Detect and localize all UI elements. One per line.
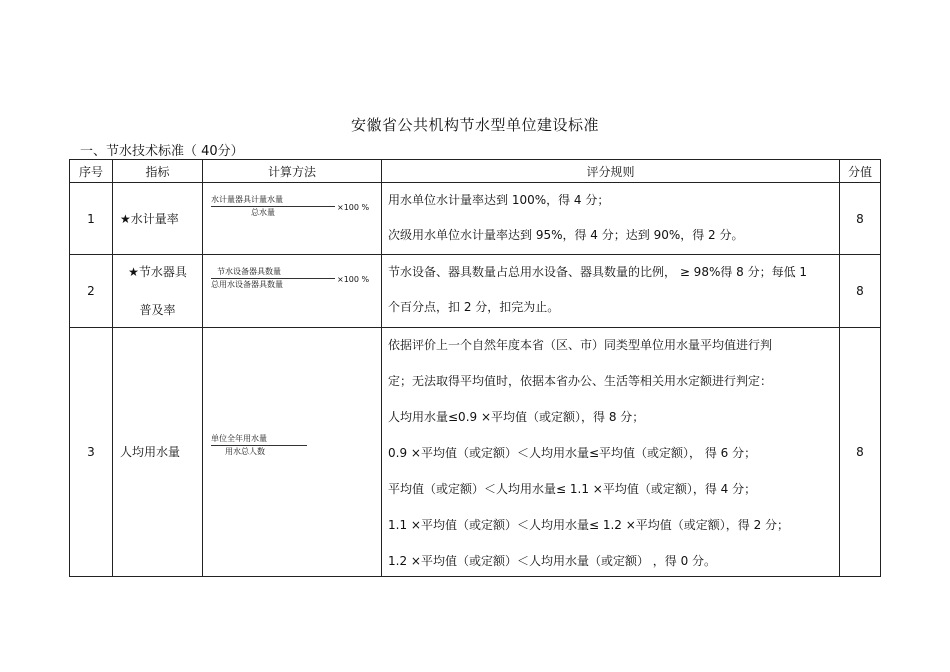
fraction-bar [211,278,335,279]
formula-fraction [211,267,335,290]
rule-line: 0.9 ×平均值（或定额）＜人均用水量≤平均值（或定额）， 得 6 分； [388,446,757,460]
rule-line: 个百分点，扣 2 分，扣完为止。 [388,300,560,314]
formula-cell [203,255,382,328]
row-number: 2 [70,255,113,328]
formula-numerator: 节水设备器具数量 [217,267,281,276]
formula-fraction [211,434,307,457]
table-row [70,183,881,255]
section-heading: 一、节水技术标准（ 40分） [80,144,244,159]
indicator-label: 普及率 [139,303,176,317]
formula-cell [203,328,382,577]
rule-line: 人均用水量≤0.9 ×平均值（或定额），得 8 分； [388,410,645,424]
formula-cell [203,183,382,255]
rule-line: 用水单位水计量率达到 100%，得 4 分； [388,193,610,207]
table-header-row [70,160,881,183]
rules-cell [382,328,840,577]
header-rules: 评分规则 [382,160,840,183]
formula-multiplier: ×100 % [337,203,370,212]
indicator-label: 人均用水量 [120,445,181,459]
table-row [70,255,881,328]
formula-multiplier: ×100 % [337,275,370,284]
score-cell: 8 [840,255,881,328]
fraction-bar [211,445,307,446]
header-method: 计算方法 [203,160,382,183]
formula-numerator: 水计量器具计量水量 [211,195,283,204]
rule-line: 次级用水单位水计量率达到 95%，得 4 分；达到 90%，得 2 分。 [388,228,744,242]
fraction-bar [211,206,335,207]
rule-line: 依据评价上一个自然年度本省（区、市）同类型单位用水量平均值进行判 [388,338,773,352]
document-title: 安徽省公共机构节水型单位建设标准 [350,116,599,134]
rule-line: 节水设备、器具数量占总用水设备、器具数量的比例， ≥ 98%得 8 分；每低 1 [388,265,808,279]
table-row [70,328,881,577]
row-number: 1 [70,183,113,255]
indicator-cell [113,328,203,577]
rules-cell [382,255,840,328]
standards-table [69,159,881,577]
formula-numerator: 单位全年用水量 [211,434,267,443]
score-cell: 8 [840,328,881,577]
indicator-cell [113,183,203,255]
formula-fraction [211,195,335,218]
header-score: 分值 [840,160,881,183]
formula-denominator: 总水量 [251,208,275,217]
score-cell: 8 [840,183,881,255]
header-indicator: 指标 [113,160,203,183]
rule-line: 1.1 ×平均值（或定额）＜人均用水量≤ 1.2 ×平均值（或定额），得 2 分； [388,518,790,532]
header-no: 序号 [70,160,113,183]
rules-cell [382,183,840,255]
formula-denominator: 总用水设备器具数量 [211,280,283,289]
rule-line: 平均值（或定额）＜人均用水量≤ 1.1 ×平均值（或定额），得 4 分； [388,482,757,496]
indicator-label: ★节水器具 [128,265,187,279]
rule-line: 定；无法取得平均值时，依据本省办公、生活等相关用水定额进行判定： [388,374,773,388]
rule-line: 1.2 ×平均值（或定额）＜人均用水量（或定额） ，得 0 分。 [388,554,717,568]
row-number: 3 [70,328,113,577]
formula-denominator: 用水总人数 [225,447,265,456]
indicator-cell [113,255,203,328]
indicator-label: ★水计量率 [120,211,179,226]
